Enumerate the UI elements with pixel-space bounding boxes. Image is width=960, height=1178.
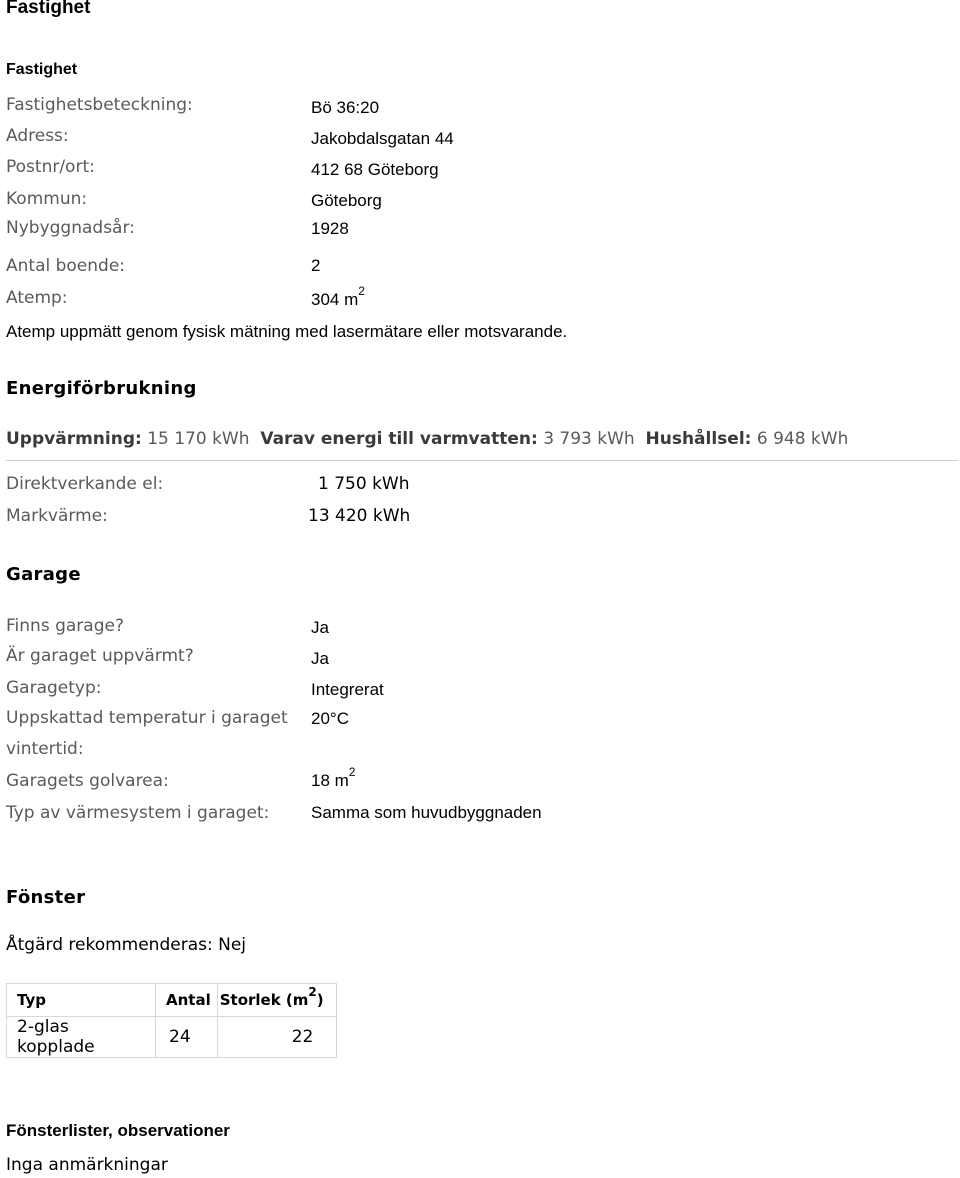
energy-value: 1 750 kWh — [318, 474, 410, 494]
column-header-size — [217, 984, 336, 1017]
cell-size: 22 — [217, 1017, 336, 1058]
garage-value: Integrerat — [311, 680, 384, 699]
property-label: Fastighetsbeteckning: — [6, 95, 193, 115]
property-value: Jakobdalsgatan 44 — [311, 129, 454, 148]
section-heading-window-strips: Fönsterlister, observationer — [6, 1121, 230, 1140]
garage-label: Uppskattad temperatur i garaget — [6, 708, 288, 728]
property-label: Postnr/ort: — [6, 157, 95, 177]
area-value: 304 m — [311, 290, 359, 309]
section-heading-energy: Energiförbrukning — [6, 378, 197, 399]
energy-summary-label: Hushållsel: — [645, 429, 752, 449]
area-exponent: 2 — [358, 284, 365, 299]
property-value: 1928 — [311, 219, 349, 238]
cell-count: 24 — [156, 1017, 218, 1058]
property-value-area — [311, 284, 365, 310]
garage-label: Garagets golvarea: — [6, 771, 169, 791]
energy-summary-value: 15 170 kWh — [147, 429, 250, 449]
energy-summary-label: Uppvärmning: — [6, 429, 142, 449]
property-label: Atemp: — [6, 288, 68, 308]
size-header-exponent: 2 — [308, 985, 317, 999]
property-value: 412 68 Göteborg — [311, 160, 439, 179]
energy-summary-value: 6 948 kWh — [756, 429, 849, 449]
energy-summary — [6, 429, 848, 449]
property-label: Nybyggnadsår: — [6, 218, 135, 238]
size-header-close: ) — [316, 991, 324, 1009]
garage-area-value: 18 m — [311, 771, 349, 790]
energy-divider — [6, 460, 958, 461]
page-title: Fastighet — [6, 0, 91, 18]
property-value: 2 — [311, 256, 321, 275]
property-note: Atemp uppmätt genom fysisk mätning med lasermätare eller motsvarande. — [6, 322, 568, 341]
windows-action: Åtgärd rekommenderas: Nej — [6, 935, 247, 955]
property-value: Göteborg — [311, 191, 382, 210]
energy-label: Markvärme: — [6, 506, 108, 526]
garage-value: Ja — [311, 649, 329, 668]
column-header-count: Antal — [156, 984, 218, 1017]
property-value: Bö 36:20 — [311, 98, 380, 117]
garage-label: Typ av värmesystem i garaget: — [6, 803, 270, 823]
property-label: Antal boende: — [6, 256, 126, 276]
garage-label: Finns garage? — [6, 616, 124, 636]
garage-label: Är garaget uppvärmt? — [6, 646, 194, 666]
garage-label-cont: vintertid: — [6, 739, 84, 759]
window-strips-text: Inga anmärkningar — [6, 1155, 168, 1175]
size-header-text: Storlek (m — [219, 991, 309, 1009]
energy-value: 13 420 kWh — [308, 506, 411, 526]
energy-label: Direktverkande el: — [6, 474, 164, 494]
table-row — [7, 1017, 337, 1058]
table-header-row — [7, 984, 337, 1017]
section-heading-property: Fastighet — [6, 61, 78, 78]
property-label: Kommun: — [6, 189, 88, 209]
column-header-type: Typ — [7, 984, 156, 1017]
section-heading-garage: Garage — [6, 564, 81, 585]
cell-type: 2-glas kopplade — [7, 1017, 156, 1058]
windows-table — [6, 983, 337, 1058]
garage-value: 20°C — [311, 709, 349, 728]
garage-label: Garagetyp: — [6, 678, 102, 698]
garage-value: Ja — [311, 618, 329, 637]
property-label: Adress: — [6, 126, 69, 146]
garage-area-exponent: 2 — [348, 765, 356, 780]
energy-summary-label: Varav energi till varmvatten: — [260, 429, 538, 449]
garage-value-area — [311, 765, 356, 791]
section-heading-windows: Fönster — [6, 887, 86, 908]
garage-value: Samma som huvudbyggnaden — [311, 803, 542, 822]
energy-summary-value: 3 793 kWh — [543, 429, 635, 449]
